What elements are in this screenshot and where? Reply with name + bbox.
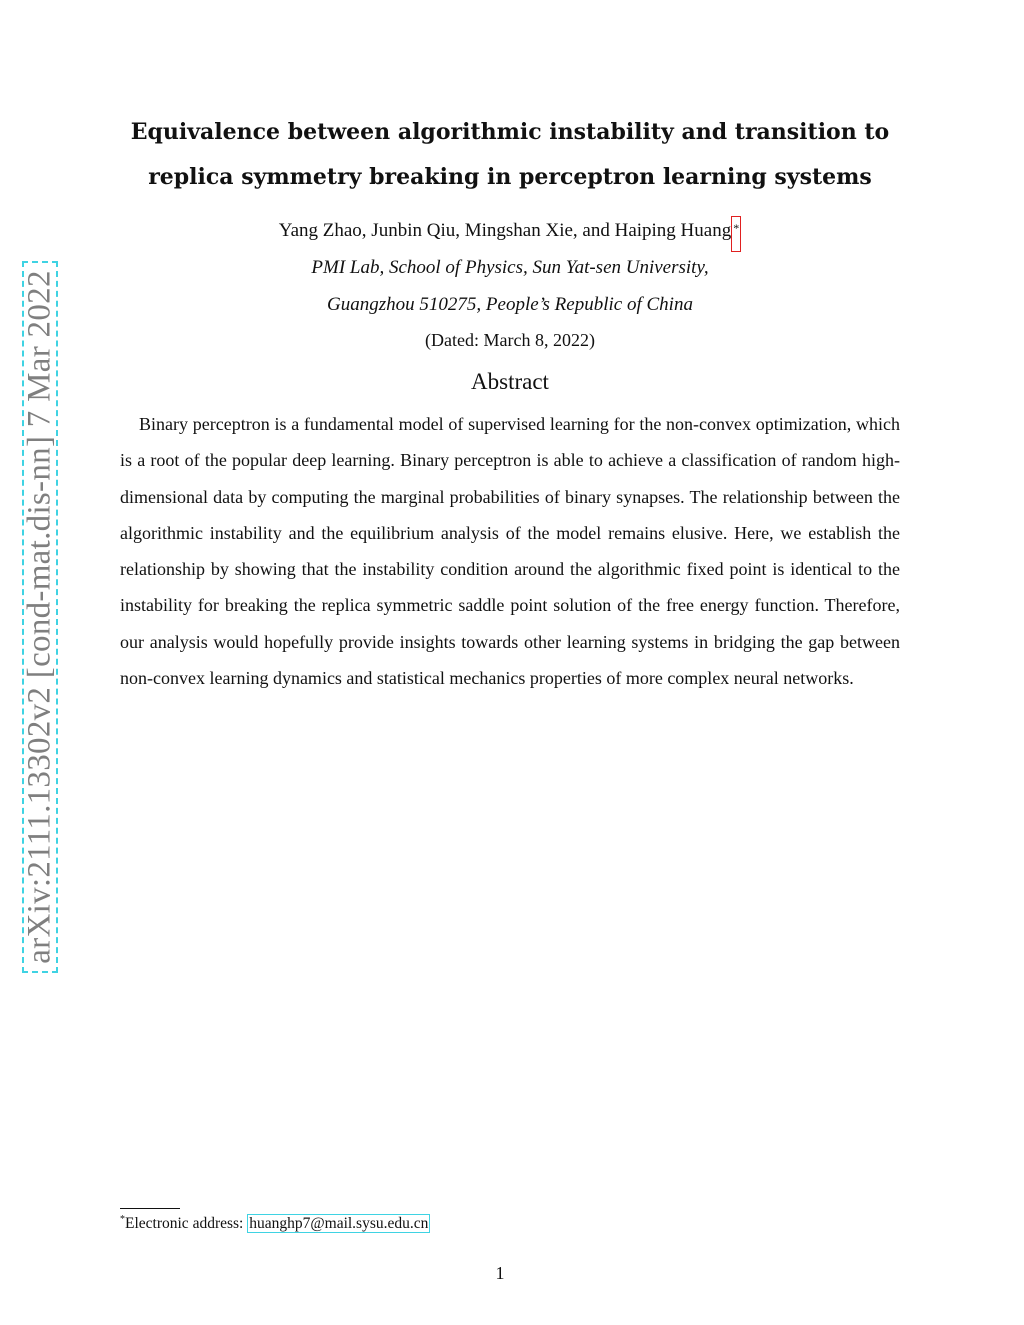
arxiv-identifier-text: arXiv:2111.13302v2 [cond-mat.dis-nn] 7 Mar 2022 bbox=[21, 270, 58, 964]
title-line-2: replica symmetry breaking in perceptron learning systems bbox=[148, 164, 872, 190]
paper-title bbox=[120, 110, 900, 200]
dated-line: (Dated: March 8, 2022) bbox=[425, 330, 595, 350]
footnote bbox=[120, 1214, 430, 1233]
abstract-body: Binary perceptron is a fundamental model of supervised learning for the non-convex optimization, which is a root of the popular deep learning. Binary perceptron is able to achieve a classification of random high-dimensional data by computing the marginal probabilities of binary synapses. The relationship between the algorithmic instability and the equilibrium analysis of the model remains elusive. Here, we establish the relationship by showing that the instability condition around the algorithmic fixed point is identical to the instability for breaking the replica symmetric saddle point solution of the free energy function. Therefore, our analysis would hopefully provide insights towards other learning systems in bridging the gap between non-convex learning dynamics and statistical mechanics properties of more complex neural networks. bbox=[120, 414, 900, 689]
footnote-mark: * bbox=[120, 1214, 125, 1225]
authors-text: Yang Zhao, Junbin Qiu, Mingshan Xie, and Haiping Huang bbox=[278, 220, 732, 241]
arxiv-identifier-stamp[interactable] bbox=[22, 261, 58, 973]
page-number: 1 bbox=[495, 1263, 505, 1283]
affiliation-line-2: Guangzhou 510275, People’s Republic of China bbox=[327, 294, 693, 315]
footnote-divider bbox=[120, 1208, 180, 1209]
title-line-1: Equivalence between algorithmic instability and transition to bbox=[130, 119, 890, 145]
email-link[interactable]: huanghp7@mail.sysu.edu.cn bbox=[249, 1215, 429, 1233]
footnote-label: Electronic address: bbox=[125, 1215, 248, 1233]
author-list bbox=[120, 220, 900, 252]
abstract-heading: Abstract bbox=[471, 369, 549, 394]
corresponding-author-footnote-link[interactable]: * bbox=[731, 216, 741, 252]
affiliation-line-1: PMI Lab, School of Physics, Sun Yat-sen University, bbox=[311, 257, 709, 278]
